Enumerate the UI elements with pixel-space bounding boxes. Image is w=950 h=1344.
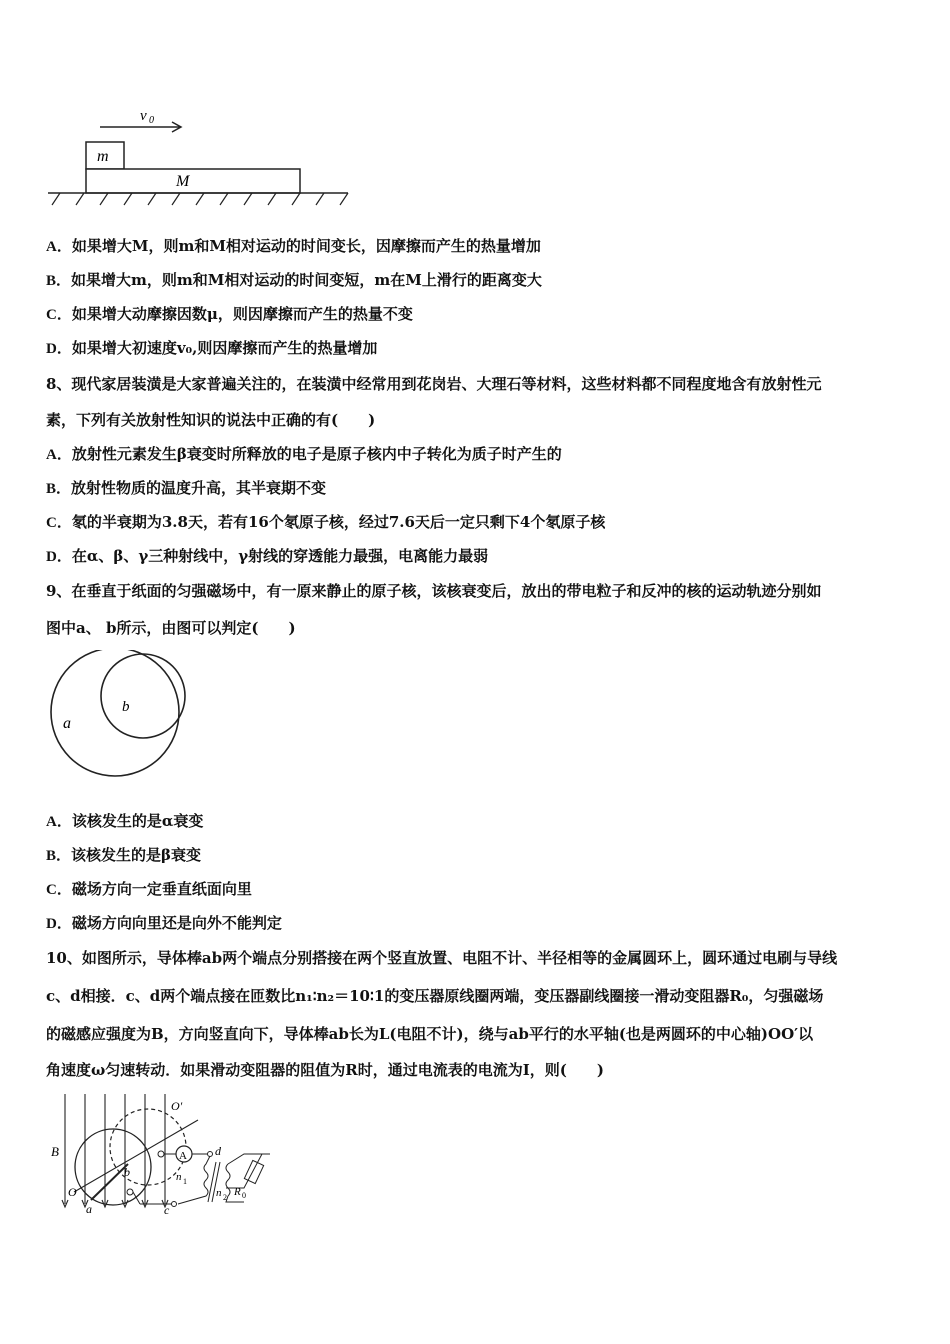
- q8-stem-line1: 8、现代家居装潢是大家普遍关注的，在装潢中经常用到花岗岩、大理石等材料，这些材料都不同程度地含有放射性元: [46, 375, 822, 393]
- q8-option-d: D．在α、β、γ三种射线中，γ射线的穿透能力最强，电离能力最弱: [46, 547, 489, 565]
- q8-option-b: B．放射性物质的温度升高，其半衰期不变: [46, 479, 327, 497]
- v0-label: v: [140, 108, 147, 124]
- secondary-n2-label: n: [216, 1187, 222, 1199]
- q8-option-c: C．氡的半衰期为3.8天，若有16个氡原子核，经过7.6天后一定只剩下4个氡原子核: [46, 513, 606, 531]
- ammeter-label: A: [179, 1150, 187, 1162]
- rheostat-R0-label: R: [234, 1186, 241, 1198]
- rod-a-label: a: [86, 1202, 92, 1216]
- svg-text:2: 2: [223, 1193, 227, 1202]
- q7-option-a: A．如果增大M，则m和M相对运动的时间变长，因摩擦而产生的热量增加: [46, 237, 541, 255]
- q9-option-c: C．磁场方向一定垂直纸面向里: [46, 880, 252, 898]
- q10-stem-line4: 角速度ω匀速转动．如果滑动变阻器的阻值为R时，通过电流表的电流为I，则( ): [46, 1061, 604, 1079]
- track-a-label: a: [63, 715, 71, 732]
- board-M-label: M: [176, 173, 190, 190]
- q9-stem-line2: 图中a、 b所示，由图可以判定( ): [46, 619, 296, 637]
- q8-option-a: A．放射性元素发生β衰变时所释放的电子是原子核内中子转化为质子时产生的: [46, 445, 562, 463]
- track-a-circle: [51, 650, 179, 776]
- generator-transformer-figure: [48, 1092, 278, 1217]
- q9-option-d: D．磁场方向向里还是向外不能判定: [46, 914, 282, 932]
- q10-stem-line2: c、d相接．c、d两个端点接在匝数比n₁∶n₂＝10∶1的变压器原线圈两端，变压器副线圈接一滑动变阻器R₀，匀强磁场: [46, 987, 824, 1005]
- back-ring: [110, 1109, 186, 1185]
- q8-stem-line2: 素，下列有关放射性知识的说法中正确的有( ): [46, 411, 376, 429]
- axis-O-prime-label: O′: [171, 1099, 183, 1113]
- track-b-label: b: [122, 699, 130, 715]
- svg-text:1: 1: [183, 1177, 187, 1186]
- block-m-label: m: [97, 148, 109, 165]
- svg-text:0: 0: [149, 115, 154, 126]
- board-M: [86, 169, 300, 193]
- q10-stem-line1: 10、如图所示，导体棒ab两个端点分别搭接在两个竖直放置、电阻不计、半径相等的金属圆环上，圆环通过电刷与导线: [46, 949, 838, 967]
- rod-b-label: b: [124, 1165, 130, 1179]
- q9-option-a: A．该核发生的是α衰变: [46, 812, 204, 830]
- field-B-label: B: [51, 1144, 59, 1159]
- svg-text:0: 0: [242, 1191, 246, 1200]
- axis-O-label: O: [68, 1185, 77, 1199]
- q7-option-d: D．如果增大初速度v₀,则因摩擦而产生的热量增加: [46, 339, 378, 357]
- rheostat-R0: [226, 1154, 270, 1202]
- front-ring: [75, 1129, 151, 1205]
- primary-n1-label: n: [176, 1171, 182, 1183]
- q9-stem-line1: 9、在垂直于纸面的匀强磁场中，有一原来静止的原子核，该核衰变后，放出的带电粒子和反冲的核的运动轨迹分别如: [46, 582, 822, 600]
- q7-option-b: B．如果增大m，则m和M相对运动的时间变短，m在M上滑行的距离变大: [46, 271, 542, 289]
- q10-stem-line3: 的磁感应强度为B，方向竖直向下，导体棒ab长为L(电阻不计)，绕与ab平行的水平轴(也是两圆环的中心轴)OO′以: [46, 1025, 814, 1043]
- q9-option-b: B．该核发生的是β衰变: [46, 846, 201, 864]
- track-b-circle: [101, 654, 185, 738]
- terminal-c-label: c: [164, 1203, 170, 1217]
- ground-hatching: [52, 193, 348, 205]
- block-board-figure: [44, 104, 354, 214]
- terminal-d-label: d: [215, 1144, 221, 1158]
- q7-option-c: C．如果增大动摩擦因数μ，则因摩擦而产生的热量不变: [46, 305, 413, 323]
- decay-tracks-figure: [48, 650, 198, 780]
